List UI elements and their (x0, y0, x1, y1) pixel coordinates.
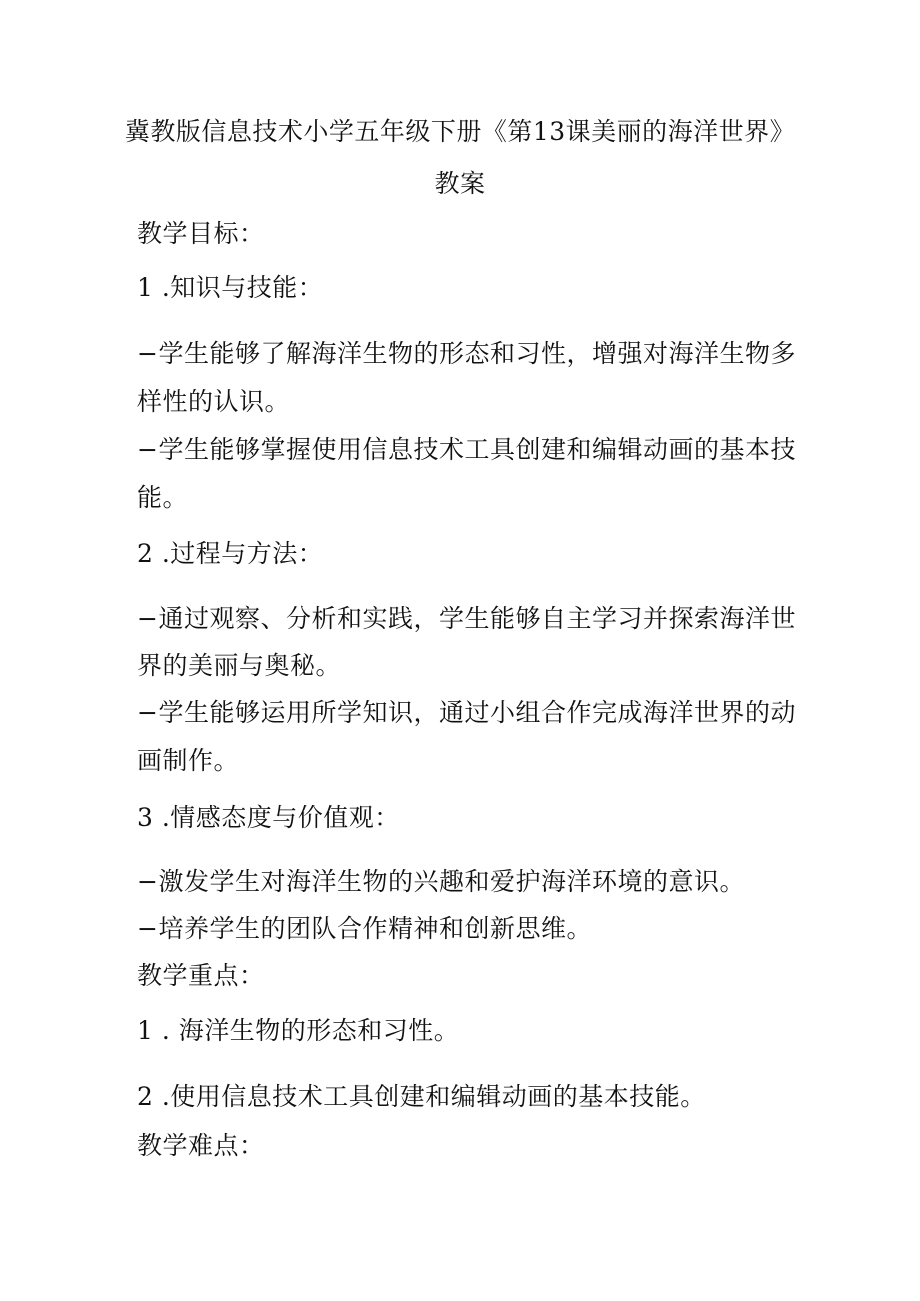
objectives-heading: 教学目标： (137, 219, 265, 248)
objective-1-heading: 1 .知识与技能： (137, 273, 324, 302)
objective-2-item-2-line-1: −学生能够运用所学知识，通过小组合作完成海洋世界的动 (137, 698, 796, 727)
document-title-line2: 教案 (434, 169, 486, 198)
key-point-2: 2 .使用信息技术工具创建和编辑动画的基本技能。 (137, 1082, 706, 1111)
objective-3-item-1: −激发学生对海洋生物的兴趣和爱护海洋环境的意识。 (137, 867, 745, 896)
difficulties-heading: 教学难点： (137, 1131, 265, 1160)
document-title-line1: 冀教版信息技术小学五年级下册《第13课美丽的海洋世界》 (124, 117, 796, 146)
objective-3-item-2: −培养学生的团队合作精神和创新思维。 (137, 914, 592, 943)
objective-1-item-1-line-2: 样性的认识。 (137, 387, 291, 416)
key-point-1: 1 . 海洋生物的形态和习性。 (137, 1016, 460, 1045)
objective-1-item-2-line-2: 能。 (137, 483, 189, 512)
key-points-heading: 教学重点： (137, 961, 265, 990)
objective-1-item-1-line-1: −学生能够了解海洋生物的形态和习性，增强对海洋生物多 (137, 339, 796, 368)
objective-2-item-2-line-2: 画制作。 (137, 746, 240, 775)
objective-2-item-1-line-1: −通过观察、分析和实践，学生能够自主学习并探索海洋世 (137, 604, 796, 633)
objective-2-heading: 2 .过程与方法： (137, 539, 324, 568)
objective-3-heading: 3 .情感态度与价值观： (137, 803, 400, 832)
objective-1-item-2-line-1: −学生能够掌握使用信息技术工具创建和编辑动画的基本技 (137, 435, 796, 464)
objective-2-item-1-line-2: 界的美丽与奥秘。 (137, 651, 342, 680)
